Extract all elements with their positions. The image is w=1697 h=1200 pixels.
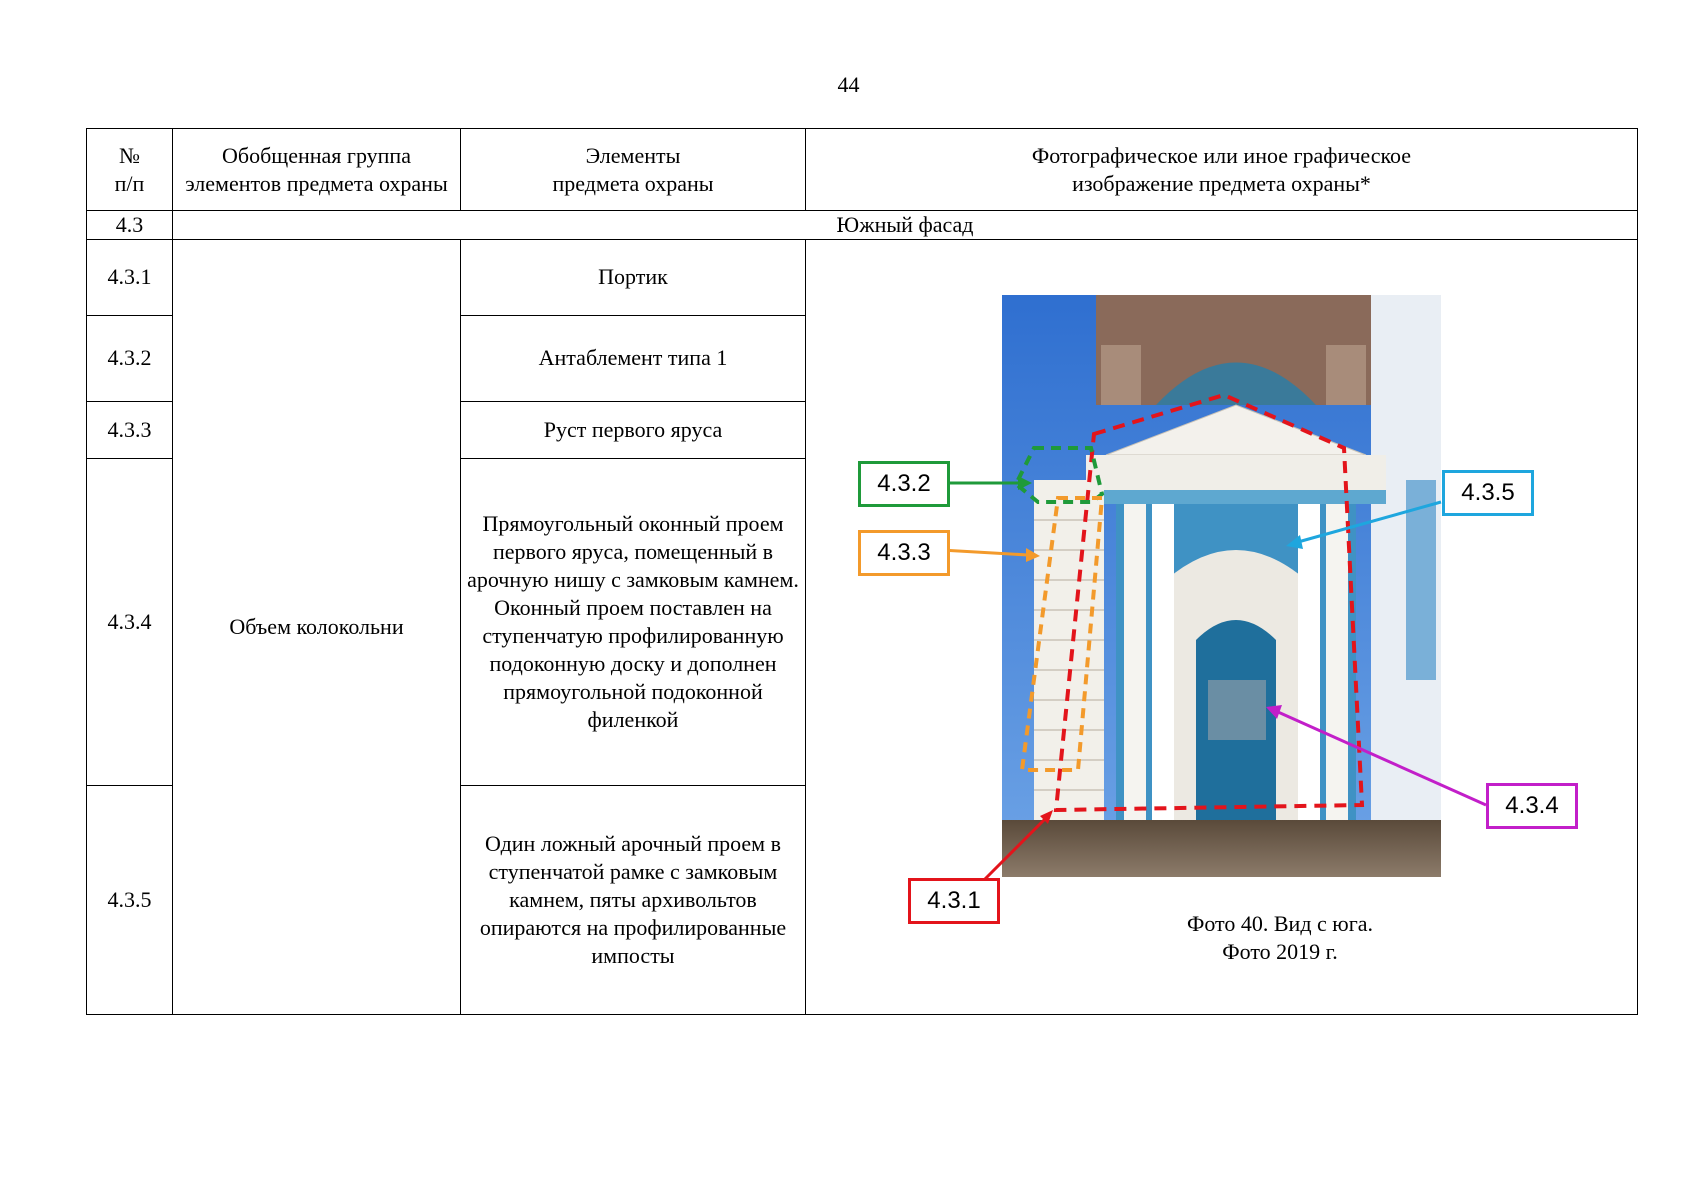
caption-line: Фото 2019 г.	[1222, 938, 1338, 964]
row-element: Прямоугольный оконный проем первого яруса, помещенный в арочную нишу с замковым камнем. Оконный проем поставлен на ступенчатую профилированную подоконную доску и дополнен прямоугольной подоконной филенкой	[461, 458, 806, 785]
header-image-text: Фотографическое или иное графическое изображение предмета охраны*	[1031, 142, 1412, 196]
photo-column	[1326, 504, 1348, 824]
row-num: 4.3.5	[87, 785, 173, 1014]
header-num	[87, 129, 173, 211]
header-image	[806, 129, 1638, 211]
group-name: Объем колокольни	[173, 239, 461, 1014]
row-element: Один ложный арочный проем в ступенчатой рамке с замковым камнем, пяты архивольтов опираются на профилированные импосты	[461, 785, 806, 1014]
row-num: 4.3.2	[87, 315, 173, 401]
header-group-text: Обобщенная группа элементов предмета охраны	[185, 142, 448, 196]
header-elements	[461, 129, 806, 211]
callout-4-3-1	[908, 878, 1000, 924]
table-row	[87, 239, 1638, 315]
row-element: Портик	[461, 239, 806, 315]
photo-column	[1124, 504, 1146, 824]
photo-left-pilaster	[1034, 480, 1104, 825]
photo-column	[1152, 504, 1174, 824]
callout-4-3-3	[858, 530, 950, 576]
callout-label: 4.3.3	[877, 538, 931, 566]
row-num: 4.3.1	[87, 239, 173, 315]
callout-label: 4.3.2	[877, 469, 931, 497]
callout-label: 4.3.4	[1505, 791, 1559, 819]
protection-table	[86, 128, 1638, 1015]
photo-ground	[1002, 820, 1441, 877]
section-title: Южный фасад	[173, 211, 1638, 240]
callout-label: 4.3.5	[1461, 478, 1515, 506]
row-num: 4.3.4	[87, 458, 173, 785]
callout-4-3-5	[1442, 470, 1534, 516]
page-number: 44	[837, 72, 860, 97]
photo-caption	[1050, 910, 1510, 966]
photo-column	[1298, 504, 1320, 824]
callout-4-3-2	[858, 461, 950, 507]
section-row	[87, 211, 1638, 240]
photo-cell	[806, 239, 1638, 1014]
header-group	[173, 129, 461, 211]
callout-4-3-4	[1486, 783, 1578, 829]
section-num: 4.3	[87, 211, 173, 240]
row-element: Руст первого яруса	[461, 401, 806, 458]
photo-tier-pier	[1101, 345, 1141, 405]
photo-frieze	[1086, 490, 1386, 504]
row-num: 4.3.3	[87, 401, 173, 458]
photo-window-grid	[1208, 680, 1266, 740]
header-num-text: № п/п	[114, 142, 145, 196]
caption-line: Фото 40. Вид с юга.	[1186, 910, 1374, 936]
callout-label: 4.3.1	[927, 886, 981, 914]
photo-tier-pier	[1326, 345, 1366, 405]
photo-entablature	[1086, 455, 1386, 490]
row-element: Антаблемент типа 1	[461, 315, 806, 401]
header-row	[87, 129, 1638, 211]
header-elements-text: Элементы предмета охраны	[552, 142, 714, 196]
photo-area	[806, 240, 1637, 1014]
